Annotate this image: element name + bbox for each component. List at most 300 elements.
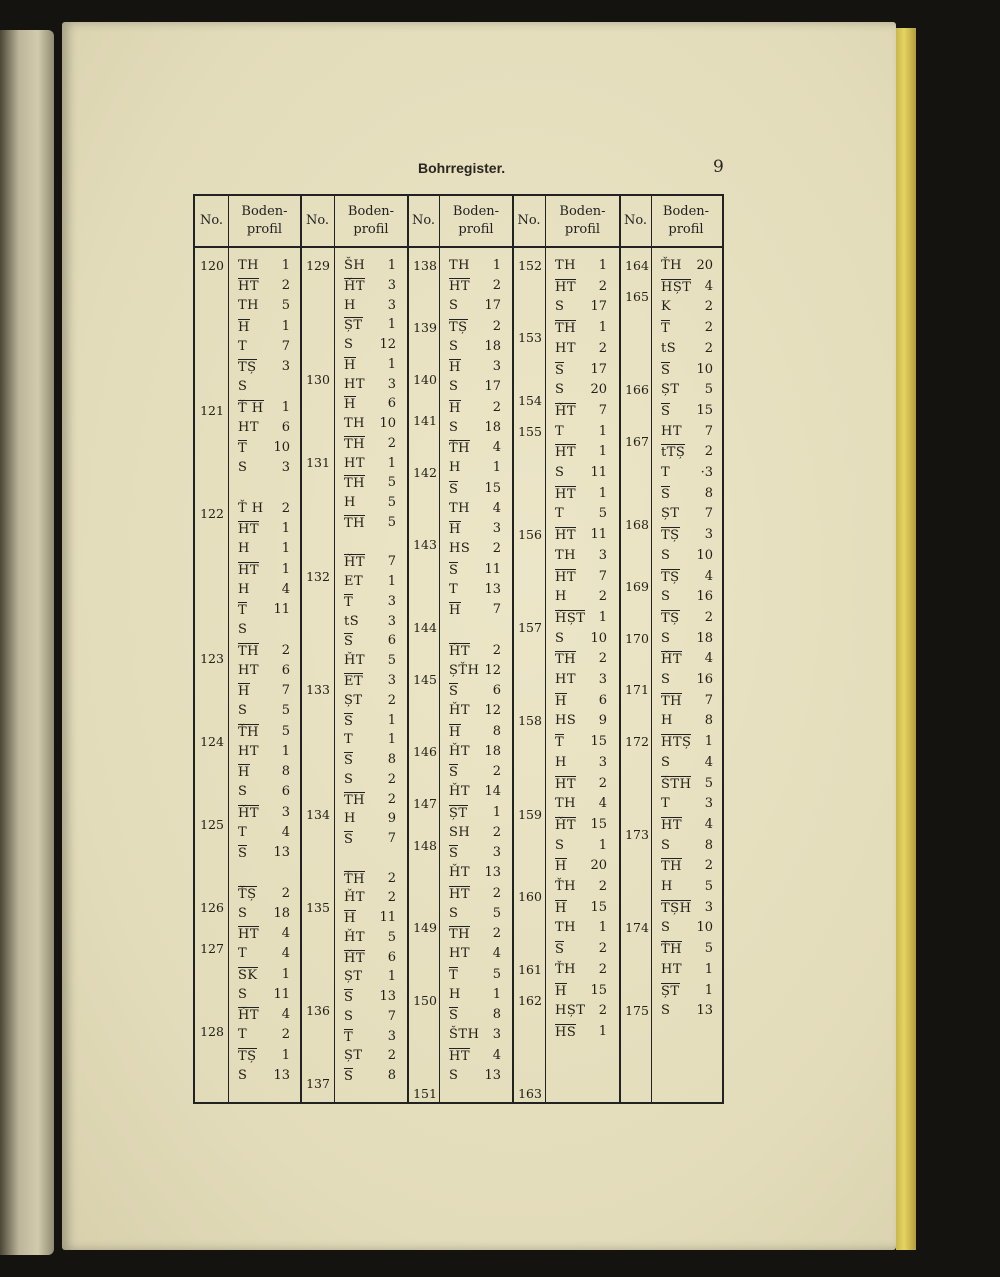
layer-depth-value: 3 xyxy=(598,672,607,687)
layer-depth-value: 1 xyxy=(281,521,290,537)
bodenprofil-entry xyxy=(655,341,719,359)
bohrung-number: 154 xyxy=(518,392,542,408)
bohrung-number: 142 xyxy=(413,465,437,480)
soil-layer-code: S xyxy=(344,634,354,650)
soil-layer-code: ȞT xyxy=(449,703,471,719)
layer-depth-value: 4 xyxy=(704,568,713,584)
bodenprofil-entry xyxy=(338,792,402,810)
column-group-divider xyxy=(619,196,621,1102)
layer-depth-value: 20 xyxy=(696,258,713,273)
bodenprofil-entry xyxy=(549,320,613,338)
layer-depth-value: 3 xyxy=(387,376,396,392)
bodenprofil-entry xyxy=(443,805,507,823)
bodenprofil-entry xyxy=(549,817,613,835)
layer-depth-value: 1 xyxy=(281,561,290,577)
bodenprofil-entry xyxy=(443,460,507,478)
bodenprofil-entry xyxy=(443,339,507,357)
soil-layer-code: S xyxy=(555,362,565,378)
bodenprofil-entry xyxy=(232,400,296,418)
bodenprofil-entry xyxy=(338,811,402,829)
bodenprofil-entry xyxy=(232,946,296,964)
layer-depth-value: 7 xyxy=(704,506,713,522)
layer-depth-value: 5 xyxy=(387,929,396,945)
layer-depth-value: 4 xyxy=(281,946,290,962)
bohrung-number: 120 xyxy=(200,258,224,273)
soil-layer-code: HT xyxy=(555,279,577,295)
bodenprofil-entry xyxy=(549,465,613,483)
bohrung-number: 172 xyxy=(625,734,649,750)
bodenprofil-entry xyxy=(655,920,719,938)
bodenprofil-entry xyxy=(443,1007,507,1025)
layer-depth-value: 5 xyxy=(281,703,290,719)
bodenprofil-entry xyxy=(655,962,719,980)
soil-layer-code: S xyxy=(449,298,459,314)
soil-layer-code: H xyxy=(238,581,250,597)
soil-layer-code: H xyxy=(555,754,567,770)
layer-depth-value: 2 xyxy=(281,642,290,658)
bodenprofil-entry xyxy=(338,673,402,691)
layer-depth-value: 4 xyxy=(704,816,713,832)
layer-depth-value: 4 xyxy=(281,1007,290,1023)
bodenprofil-entry xyxy=(655,983,719,1001)
bohrung-number: 136 xyxy=(306,1003,330,1019)
bodenprofil-entry xyxy=(443,1068,507,1086)
soil-layer-code: S xyxy=(449,846,459,862)
bodenprofil-entry xyxy=(338,278,402,296)
layer-depth-value: 15 xyxy=(590,816,607,832)
soil-layer-code: HT xyxy=(344,455,366,471)
bodenprofil-entry xyxy=(443,744,507,762)
soil-layer-code: TH xyxy=(238,643,260,659)
soil-layer-code: ȘŤH xyxy=(449,662,480,678)
soil-layer-code: ȞȘT xyxy=(555,610,586,626)
bodenprofil-entry xyxy=(338,752,402,770)
header-bodenprofil-label: Boden- profil xyxy=(347,204,395,237)
header-no xyxy=(408,196,439,246)
bodenprofil-entry xyxy=(443,420,507,438)
bodenprofil-entry xyxy=(655,651,719,669)
soil-layer-code: ET xyxy=(344,674,364,689)
soil-layer-code: T xyxy=(344,594,354,610)
layer-depth-value: 13 xyxy=(379,989,396,1005)
soil-layer-code: S xyxy=(661,630,671,646)
bodenprofil-entry xyxy=(549,983,613,1001)
soil-layer-code: ȞT xyxy=(449,643,471,659)
soil-layer-code: HT xyxy=(449,946,471,962)
bodenprofil-entry xyxy=(232,643,296,661)
bodenprofil-entry xyxy=(443,582,507,600)
layer-depth-value: 4 xyxy=(281,824,290,840)
soil-layer-code: S xyxy=(661,589,671,605)
bodenprofil-entry xyxy=(655,506,719,524)
soil-layer-code: S xyxy=(344,832,354,848)
bohrung-number: 152 xyxy=(518,258,542,273)
soil-layer-code: S xyxy=(661,403,671,419)
bohrung-number: 124 xyxy=(200,734,224,750)
soil-layer-code: S xyxy=(555,942,565,958)
bodenprofil-entry xyxy=(232,744,296,762)
soil-layer-code: H xyxy=(344,357,356,373)
soil-layer-code: S xyxy=(449,765,459,781)
bodenprofil-entry xyxy=(232,906,296,924)
layer-depth-value: 2 xyxy=(704,340,713,356)
bodenprofil-entry xyxy=(655,548,719,566)
layer-depth-value: 2 xyxy=(387,870,396,886)
bohrung-number: 166 xyxy=(625,382,649,398)
bodenprofil-entry xyxy=(443,643,507,661)
soil-layer-code: TȘ xyxy=(449,319,468,335)
soil-layer-code: HT xyxy=(238,743,260,759)
soil-layer-code: TH xyxy=(555,321,577,337)
bohrung-number: 140 xyxy=(413,371,437,387)
bodenprofil-entry xyxy=(549,506,613,524)
bodenprofil-entry xyxy=(443,298,507,316)
layer-depth-value: 2 xyxy=(387,890,396,906)
layer-depth-value: 18 xyxy=(484,419,501,435)
bodenprofil-entry xyxy=(655,817,719,835)
layer-depth-value: 1 xyxy=(387,317,396,333)
bodenprofil-entry xyxy=(232,886,296,904)
layer-depth-value: 2 xyxy=(387,435,396,451)
bodenprofil-entry xyxy=(338,396,402,414)
bodenprofil-entry xyxy=(655,320,719,338)
soil-layer-code: TH xyxy=(449,500,471,516)
bodenprofil-entry xyxy=(549,258,613,276)
layer-depth-value: 2 xyxy=(492,541,501,557)
bodenprofil-entry xyxy=(655,589,719,607)
layer-depth-value: 7 xyxy=(387,554,396,570)
soil-layer-code: H xyxy=(238,319,250,335)
layer-depth-value: 15 xyxy=(590,899,607,915)
bodenprofil-entry xyxy=(549,1024,613,1042)
soil-layer-code: HS xyxy=(555,713,577,729)
layer-depth-value: 18 xyxy=(484,338,501,354)
layer-depth-value: 5 xyxy=(598,506,607,522)
layer-depth-value: 1 xyxy=(598,837,607,853)
soil-layer-code: S xyxy=(238,703,248,719)
soil-layer-code: S xyxy=(555,382,565,398)
soil-layer-code: TȘ xyxy=(661,569,680,585)
bodenprofil-entry xyxy=(655,569,719,587)
soil-layer-code: T xyxy=(238,441,248,457)
soil-layer-code: S xyxy=(661,754,671,770)
bodenprofil-entry xyxy=(232,622,296,640)
layer-depth-value: 5 xyxy=(492,966,501,982)
bodenprofil-entry xyxy=(549,341,613,359)
bohrung-number: 134 xyxy=(306,806,330,822)
layer-depth-value: 2 xyxy=(281,500,290,516)
soil-layer-code: H xyxy=(555,859,567,875)
soil-layer-code: S xyxy=(661,486,671,502)
page-number: 9 xyxy=(713,157,724,177)
layer-depth-value: 2 xyxy=(492,399,501,415)
soil-layer-code: S xyxy=(344,990,354,1006)
bodenprofil-entry xyxy=(232,278,296,296)
soil-layer-code: H xyxy=(449,460,461,476)
bodenprofil-entry xyxy=(338,416,402,434)
layer-depth-value: 10 xyxy=(696,547,713,563)
bodenprofil-entry xyxy=(549,279,613,297)
layer-depth-value: 12 xyxy=(379,337,396,353)
bodenprofil-entry xyxy=(232,967,296,985)
soil-layer-code: ȘT xyxy=(344,969,363,985)
layer-depth-value: 1 xyxy=(704,961,713,977)
layer-depth-value: 8 xyxy=(281,764,290,780)
bodenprofil-entry xyxy=(443,946,507,964)
header-bodenprofil-label: Boden- profil xyxy=(241,204,288,237)
soil-layer-code: S xyxy=(344,337,354,353)
bodenprofil-entry xyxy=(232,825,296,843)
soil-layer-code: T xyxy=(661,321,671,337)
layer-depth-value: 1 xyxy=(387,732,396,748)
soil-layer-code: S xyxy=(449,1008,459,1024)
soil-layer-code: TH xyxy=(344,792,366,808)
bodenprofil-entry xyxy=(655,486,719,504)
bodenprofil-entry xyxy=(232,987,296,1005)
soil-layer-code: HTȘ xyxy=(661,735,692,751)
layer-depth-value: 1 xyxy=(598,1023,607,1039)
soil-layer-code: S xyxy=(449,684,459,700)
soil-layer-code: HT xyxy=(555,776,577,792)
bodenprofil-entry xyxy=(338,910,402,928)
bohrung-number: 138 xyxy=(413,258,437,273)
layer-depth-value: 8 xyxy=(387,752,396,768)
bohrung-number: 143 xyxy=(413,537,437,553)
soil-layer-code: T xyxy=(555,735,565,751)
bodenprofil-entry xyxy=(232,298,296,316)
layer-depth-value: 4 xyxy=(598,796,607,812)
soil-layer-code: S xyxy=(661,672,671,687)
layer-depth-value: 13 xyxy=(273,845,290,861)
layer-depth-value: 5 xyxy=(704,775,713,791)
layer-depth-value: 3 xyxy=(704,796,713,812)
layer-depth-value: 2 xyxy=(598,589,607,605)
soil-layer-code: S xyxy=(661,837,671,853)
bodenprofil-entry xyxy=(232,501,296,519)
soil-layer-code: TȘ xyxy=(238,360,257,376)
bodenprofil-entry xyxy=(443,562,507,580)
layer-depth-value: 3 xyxy=(704,899,713,915)
soil-layer-code: S xyxy=(238,986,248,1002)
bodenprofil-entry xyxy=(549,527,613,545)
soil-layer-code: H xyxy=(238,765,250,781)
bodenprofil-entry xyxy=(232,319,296,337)
soil-layer-code: HT xyxy=(238,279,260,295)
soil-layer-code: Ť H xyxy=(238,500,264,516)
bodenprofil-entry xyxy=(338,495,402,513)
soil-layer-code: HT xyxy=(555,340,577,356)
header-no-label: No. xyxy=(199,213,224,228)
soil-layer-code: T xyxy=(238,824,248,840)
bodenprofil-entry xyxy=(443,1027,507,1045)
soil-layer-code: HT xyxy=(555,445,577,461)
layer-depth-value: 2 xyxy=(598,775,607,791)
soil-layer-code: H xyxy=(344,397,356,413)
layer-depth-value: 12 xyxy=(484,703,501,719)
bodenprofil-entry xyxy=(338,693,402,711)
soil-layer-code: S xyxy=(238,784,248,800)
soil-layer-code: S xyxy=(238,622,248,638)
layer-depth-value: 5 xyxy=(704,382,713,398)
soil-layer-code: S xyxy=(344,753,354,769)
soil-layer-code: HT xyxy=(661,423,683,439)
bodenprofil-entry xyxy=(338,969,402,987)
layer-depth-value: 3 xyxy=(387,1028,396,1044)
layer-depth-value: 1 xyxy=(387,455,396,471)
bohrung-number: 144 xyxy=(413,620,437,636)
bodenprofil-entry xyxy=(338,930,402,948)
soil-layer-code: TH xyxy=(555,258,577,273)
soil-layer-code: S xyxy=(661,362,671,378)
bodenprofil-entry xyxy=(443,278,507,296)
layer-depth-value: 2 xyxy=(704,858,713,874)
layer-depth-value: 11 xyxy=(379,910,396,926)
layer-depth-value: 4 xyxy=(704,278,713,294)
bodenprofil-entry xyxy=(338,831,402,849)
column-group-divider xyxy=(300,196,302,1102)
layer-depth-value: 2 xyxy=(704,609,713,625)
layer-depth-value: 7 xyxy=(387,831,396,847)
bodenprofil-entry xyxy=(443,784,507,802)
bodenprofil-entry xyxy=(655,776,719,794)
bodenprofil-entry xyxy=(338,772,402,790)
bodenprofil-entry xyxy=(443,359,507,377)
layer-depth-value: 4 xyxy=(492,500,501,516)
bodenprofil-entry xyxy=(443,845,507,863)
soil-layer-code: ŤH xyxy=(661,942,683,958)
bohrung-number: 121 xyxy=(200,402,224,418)
layer-depth-value: 18 xyxy=(696,630,713,646)
layer-depth-value: 6 xyxy=(281,662,290,678)
bodenprofil-entry xyxy=(655,444,719,462)
bohrung-number: 125 xyxy=(200,816,224,832)
layer-depth-value: 5 xyxy=(281,298,290,314)
layer-depth-value: 10 xyxy=(696,361,713,377)
bohrung-number: 168 xyxy=(625,516,649,532)
soil-layer-code: tS xyxy=(661,340,677,356)
layer-depth-value: 6 xyxy=(598,692,607,708)
soil-layer-code: ȞT xyxy=(344,555,366,571)
layer-depth-value: 3 xyxy=(387,593,396,609)
soil-layer-code: SK xyxy=(238,967,258,983)
header-bodenprofil xyxy=(334,196,408,246)
bodenprofil-entry xyxy=(549,548,613,566)
bodenprofil-entry xyxy=(549,1003,613,1021)
soil-layer-code: T xyxy=(238,603,248,619)
running-head: Bohrregister. xyxy=(418,160,506,176)
soil-layer-code: HT xyxy=(555,569,577,585)
bodenprofil-entry xyxy=(655,693,719,711)
soil-layer-code: T xyxy=(238,1027,248,1043)
soil-layer-code: H xyxy=(449,400,461,416)
layer-depth-value: 18 xyxy=(273,905,290,921)
bodenprofil-entry xyxy=(549,713,613,731)
header-bodenprofil xyxy=(651,196,721,246)
bodenprofil-entry xyxy=(443,663,507,681)
layer-depth-value: 7 xyxy=(281,338,290,354)
bodenprofil-entry xyxy=(443,258,507,276)
bodenprofil-entry xyxy=(232,521,296,539)
bodenprofil-entry xyxy=(655,858,719,876)
soil-layer-code: H xyxy=(344,911,356,927)
bodenprofil-entry xyxy=(232,379,296,397)
layer-depth-value: 3 xyxy=(387,297,396,313)
layer-depth-value: 7 xyxy=(598,568,607,584)
bodenprofil-entry xyxy=(338,515,402,533)
layer-depth-value: 7 xyxy=(387,1008,396,1024)
soil-layer-code: TH xyxy=(661,693,683,709)
layer-depth-value: 1 xyxy=(281,743,290,759)
bodenprofil-entry xyxy=(443,440,507,458)
bodenprofil-entry xyxy=(443,379,507,397)
bodenprofil-entry xyxy=(655,527,719,545)
bodenprofil-entry xyxy=(443,683,507,701)
layer-depth-value: 11 xyxy=(273,602,290,618)
layer-depth-value: 2 xyxy=(387,1048,396,1064)
soil-layer-code: TȘ xyxy=(661,610,680,626)
bohrung-number: 133 xyxy=(306,682,330,698)
bohrung-number: 173 xyxy=(625,827,649,843)
soil-layer-code: S xyxy=(238,846,248,862)
bodenprofil-entry xyxy=(549,838,613,856)
bodenprofil-entry xyxy=(338,1068,402,1086)
layer-depth-value: 1 xyxy=(598,423,607,439)
soil-layer-code: TH xyxy=(555,547,577,563)
soil-layer-code: H xyxy=(555,693,567,709)
layer-depth-value: 17 xyxy=(484,379,501,395)
layer-depth-value: 1 xyxy=(598,485,607,501)
bodenprofil-entry xyxy=(443,521,507,539)
layer-depth-value: 2 xyxy=(281,278,290,294)
bodenprofil-entry xyxy=(655,258,719,276)
soil-layer-code: T xyxy=(661,465,671,480)
bohrung-number: 159 xyxy=(518,806,542,822)
layer-depth-value: 11 xyxy=(590,465,607,480)
layer-depth-value: 10 xyxy=(379,416,396,432)
soil-layer-code: H xyxy=(344,811,356,827)
layer-depth-value: 11 xyxy=(273,986,290,1002)
layer-depth-value: 4 xyxy=(281,581,290,597)
bodenprofil-entry xyxy=(549,299,613,317)
soil-layer-code: ŤH xyxy=(555,879,577,894)
layer-depth-value: 7 xyxy=(704,423,713,439)
bodenprofil-entry xyxy=(443,886,507,904)
bodenprofil-entry xyxy=(338,377,402,395)
bodenprofil-entry xyxy=(338,258,402,276)
layer-depth-value: 2 xyxy=(492,885,501,901)
layer-depth-value: 8 xyxy=(704,837,713,853)
soil-layer-code: H xyxy=(449,360,461,376)
layer-depth-value: 1 xyxy=(598,320,607,336)
bodenprofil-entry xyxy=(232,845,296,863)
bodenprofil-entry xyxy=(338,989,402,1007)
bodenprofil-entry xyxy=(338,436,402,454)
bodenprofil-entry xyxy=(232,1027,296,1045)
soil-layer-code: S xyxy=(344,771,354,787)
layer-depth-value: 16 xyxy=(696,589,713,605)
column-divider xyxy=(228,196,229,1102)
soil-layer-code: HT xyxy=(344,376,366,392)
soil-layer-code: S xyxy=(555,837,565,853)
header-bodenprofil-label: Boden- profil xyxy=(452,204,500,237)
layer-depth-value: 2 xyxy=(704,320,713,336)
bodenprofil-entry xyxy=(232,460,296,478)
bodenprofil-entry xyxy=(232,339,296,357)
layer-depth-value: 2 xyxy=(492,764,501,780)
soil-layer-code: HS xyxy=(555,1024,577,1040)
bodenprofil-entry xyxy=(338,890,402,908)
bodenprofil-entry xyxy=(549,734,613,752)
